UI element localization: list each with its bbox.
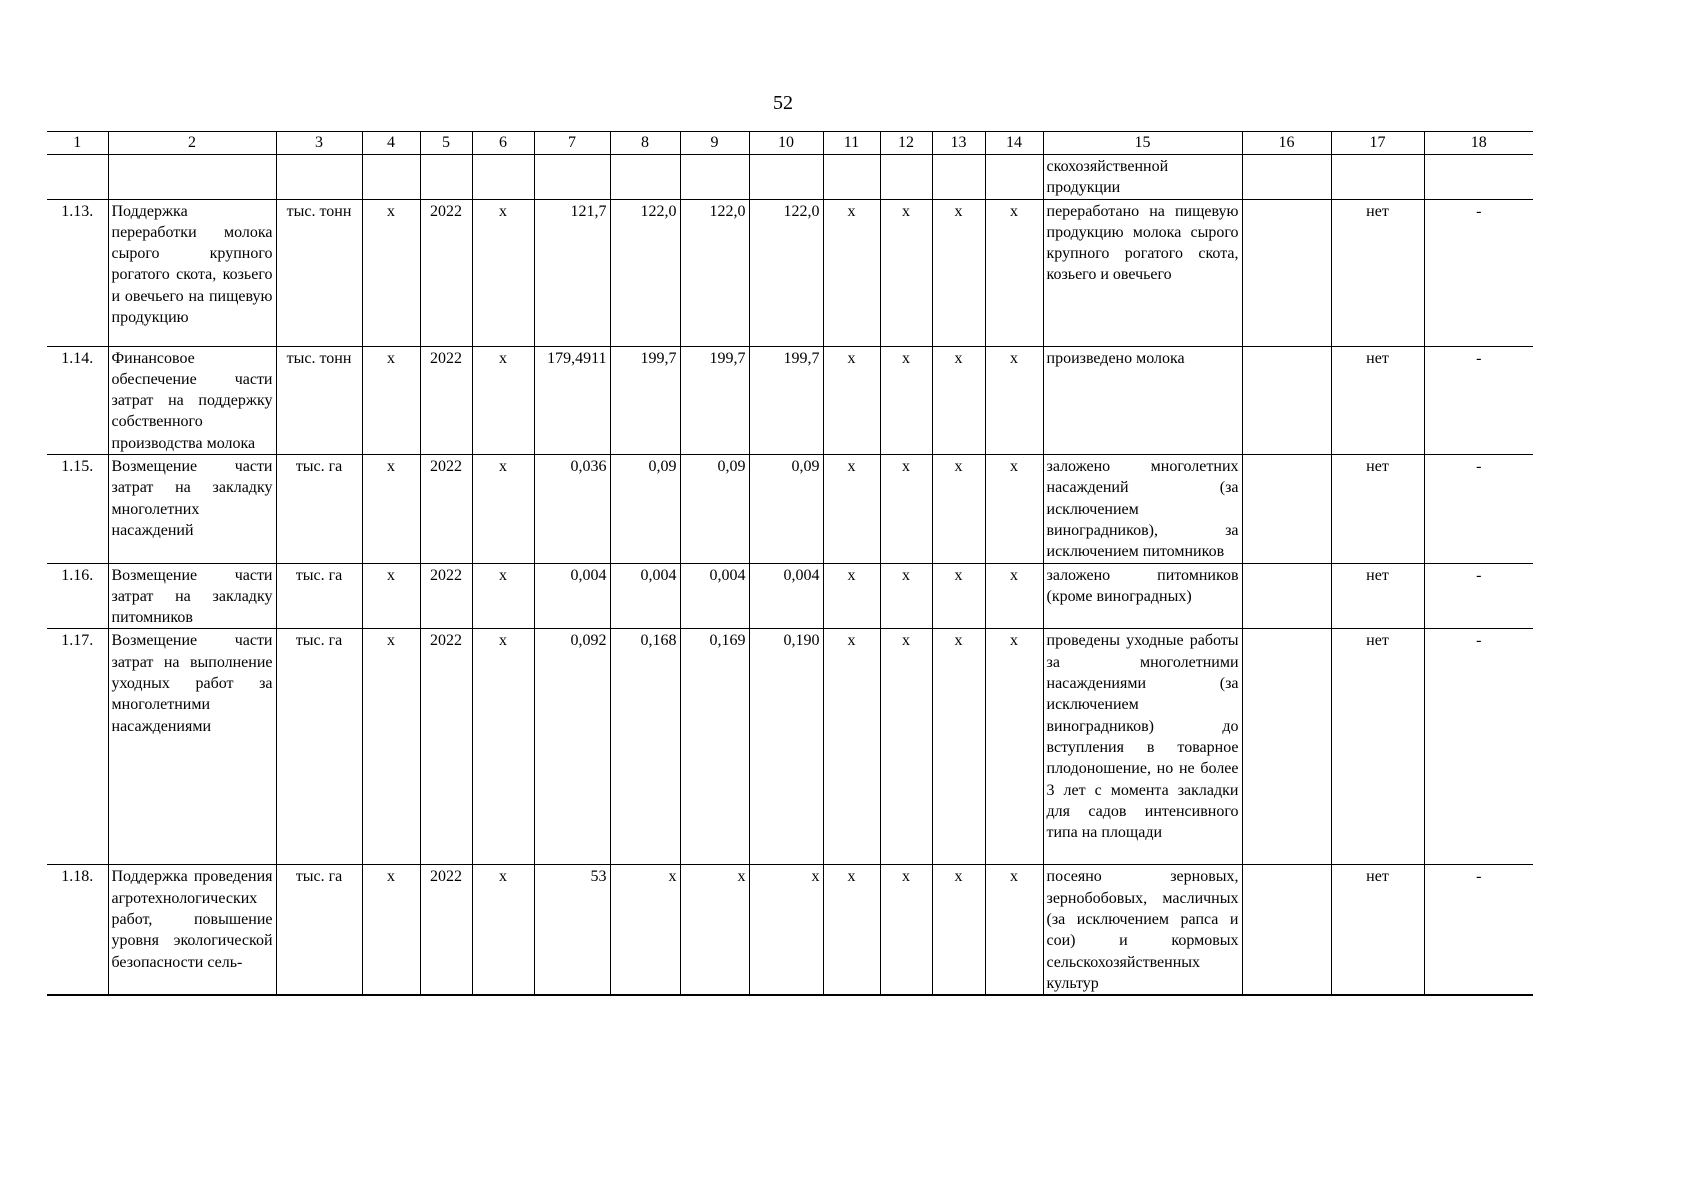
column-header-12: 12: [880, 132, 932, 155]
value-col10: 199,7: [749, 346, 823, 454]
cell-col13: х: [932, 563, 985, 629]
column-header-1: 1: [47, 132, 108, 155]
column-header-8: 8: [610, 132, 680, 155]
cell-col12: [880, 155, 932, 200]
cell-col14: х: [985, 865, 1043, 995]
value-col8: [610, 155, 680, 200]
year-cell: 2022: [420, 199, 472, 346]
cell-col6: х: [472, 199, 534, 346]
cell-col14: х: [985, 199, 1043, 346]
value-col8: 199,7: [610, 346, 680, 454]
cell-col18: -: [1424, 629, 1533, 865]
cell-col11: х: [823, 346, 880, 454]
row-number: 1.15.: [47, 455, 108, 563]
cell-col11: х: [823, 199, 880, 346]
value-col7: 0,092: [534, 629, 610, 865]
cell-col18: [1424, 155, 1533, 200]
result-description: заложено питомников (кроме виноградных): [1043, 563, 1242, 629]
cell-col6: х: [472, 865, 534, 995]
column-header-13: 13: [932, 132, 985, 155]
table-header: [47, 132, 1533, 155]
cell-col18: -: [1424, 865, 1533, 995]
cell-col14: х: [985, 346, 1043, 454]
result-description: скохозяйственной продукции: [1043, 155, 1242, 200]
value-col9: 122,0: [680, 199, 749, 346]
column-header-4: 4: [362, 132, 420, 155]
cell-col12: х: [880, 346, 932, 454]
value-col9: х: [680, 865, 749, 995]
cell-col4: х: [362, 346, 420, 454]
value-col9: 0,004: [680, 563, 749, 629]
value-col7: 0,004: [534, 563, 610, 629]
value-col9: 199,7: [680, 346, 749, 454]
result-description: заложено многолетних насаждений (за исключением виноградников), за исключением питомников: [1043, 455, 1242, 563]
cell-col13: х: [932, 629, 985, 865]
cell-col16: [1242, 199, 1331, 346]
value-col8: х: [610, 865, 680, 995]
cell-col14: х: [985, 563, 1043, 629]
indicator-name: Возмещение части затрат на закладку питомников: [108, 563, 276, 629]
cell-col12: х: [880, 865, 932, 995]
value-col8: 0,09: [610, 455, 680, 563]
value-col8: 122,0: [610, 199, 680, 346]
cell-col17: нет: [1331, 865, 1424, 995]
year-cell: [420, 155, 472, 200]
cell-col18: -: [1424, 346, 1533, 454]
cell-col14: х: [985, 629, 1043, 865]
unit-cell: тыс. тонн: [276, 199, 362, 346]
cell-col4: х: [362, 199, 420, 346]
column-header-14: 14: [985, 132, 1043, 155]
indicator-name: Поддержка переработки молока сырого крупного рогатого скота, козьего и овечьего на пищевую продукцию: [108, 199, 276, 346]
cell-col4: х: [362, 865, 420, 995]
cell-col13: х: [932, 346, 985, 454]
cell-col16: [1242, 155, 1331, 200]
year-cell: 2022: [420, 629, 472, 865]
column-header-2: 2: [108, 132, 276, 155]
column-header-6: 6: [472, 132, 534, 155]
value-col9: 0,09: [680, 455, 749, 563]
unit-cell: тыс. га: [276, 455, 362, 563]
cell-col4: х: [362, 629, 420, 865]
column-header-7: 7: [534, 132, 610, 155]
cell-col12: х: [880, 455, 932, 563]
year-cell: 2022: [420, 865, 472, 995]
row-number: [47, 155, 108, 200]
cell-col4: х: [362, 455, 420, 563]
cell-col6: х: [472, 455, 534, 563]
table-body: [47, 155, 1533, 996]
result-description: посеяно зерновых, зернобобовых, масличных (за исключением рапса и сои) и кормовых сельскохозяйственных культур: [1043, 865, 1242, 995]
cell-col11: х: [823, 455, 880, 563]
result-description: переработано на пищевую продукцию молока сырого крупного рогатого скота, козьего и овечьего: [1043, 199, 1242, 346]
table-row: [47, 199, 1533, 346]
unit-cell: тыс. га: [276, 629, 362, 865]
cell-col13: х: [932, 455, 985, 563]
value-col10: 0,09: [749, 455, 823, 563]
indicators-table: [47, 131, 1533, 996]
cell-col11: х: [823, 865, 880, 995]
table-row: [47, 346, 1533, 454]
year-cell: 2022: [420, 455, 472, 563]
table-row: [47, 563, 1533, 629]
cell-col17: [1331, 155, 1424, 200]
cell-col13: х: [932, 865, 985, 995]
cell-col11: [823, 155, 880, 200]
value-col10: 122,0: [749, 199, 823, 346]
row-number: 1.17.: [47, 629, 108, 865]
value-col7: 0,036: [534, 455, 610, 563]
cell-col16: [1242, 865, 1331, 995]
column-header-18: 18: [1424, 132, 1533, 155]
cell-col6: х: [472, 563, 534, 629]
cell-col16: [1242, 629, 1331, 865]
year-cell: 2022: [420, 563, 472, 629]
value-col9: [680, 155, 749, 200]
column-header-5: 5: [420, 132, 472, 155]
cell-col17: нет: [1331, 563, 1424, 629]
cell-col16: [1242, 346, 1331, 454]
cell-col18: -: [1424, 563, 1533, 629]
unit-cell: тыс. га: [276, 865, 362, 995]
cell-col16: [1242, 563, 1331, 629]
indicator-name: Возмещение части затрат на выполнение уходных работ за многолетними насаждениями: [108, 629, 276, 865]
row-number: 1.16.: [47, 563, 108, 629]
cell-col18: -: [1424, 455, 1533, 563]
cell-col17: нет: [1331, 629, 1424, 865]
value-col9: 0,169: [680, 629, 749, 865]
table-row: [47, 865, 1533, 995]
row-number: 1.13.: [47, 199, 108, 346]
indicator-name: Финансовое обеспечение части затрат на поддержку собственного производства молока: [108, 346, 276, 454]
cell-col6: [472, 155, 534, 200]
cell-col11: х: [823, 563, 880, 629]
cell-col14: [985, 155, 1043, 200]
table-row: [47, 455, 1533, 563]
column-header-10: 10: [749, 132, 823, 155]
value-col10: х: [749, 865, 823, 995]
value-col8: 0,168: [610, 629, 680, 865]
cell-col6: х: [472, 346, 534, 454]
row-number: 1.14.: [47, 346, 108, 454]
column-header-9: 9: [680, 132, 749, 155]
indicator-name: Возмещение части затрат на закладку многолетних насаждений: [108, 455, 276, 563]
year-cell: 2022: [420, 346, 472, 454]
cell-col12: х: [880, 563, 932, 629]
table-row: [47, 155, 1533, 200]
column-header-3: 3: [276, 132, 362, 155]
result-description: проведены уходные работы за многолетними насаждениями (за исключением виноградников) до вступления в товарное плодоношение, но не более 3 лет с момента закладки для садов интенсивного типа на площади: [1043, 629, 1242, 865]
column-header-17: 17: [1331, 132, 1424, 155]
cell-col18: -: [1424, 199, 1533, 346]
indicator-name: [108, 155, 276, 200]
unit-cell: тыс. тонн: [276, 346, 362, 454]
cell-col4: х: [362, 563, 420, 629]
value-col8: 0,004: [610, 563, 680, 629]
column-header-16: 16: [1242, 132, 1331, 155]
value-col10: 0,004: [749, 563, 823, 629]
value-col7: [534, 155, 610, 200]
cell-col11: х: [823, 629, 880, 865]
unit-cell: [276, 155, 362, 200]
value-col7: 53: [534, 865, 610, 995]
cell-col6: х: [472, 629, 534, 865]
row-number: 1.18.: [47, 865, 108, 995]
unit-cell: тыс. га: [276, 563, 362, 629]
column-header-15: 15: [1043, 132, 1242, 155]
value-col10: 0,190: [749, 629, 823, 865]
page-number: 52: [773, 92, 793, 114]
column-number-row: [47, 132, 1533, 155]
cell-col17: нет: [1331, 199, 1424, 346]
value-col7: 121,7: [534, 199, 610, 346]
indicator-name: Поддержка проведения агротехнологических работ, повышение уровня экологической безопасности сель-: [108, 865, 276, 995]
value-col10: [749, 155, 823, 200]
table-row: [47, 629, 1533, 865]
cell-col4: [362, 155, 420, 200]
cell-col17: нет: [1331, 346, 1424, 454]
column-header-11: 11: [823, 132, 880, 155]
cell-col14: х: [985, 455, 1043, 563]
cell-col13: х: [932, 199, 985, 346]
cell-col17: нет: [1331, 455, 1424, 563]
value-col7: 179,4911: [534, 346, 610, 454]
cell-col13: [932, 155, 985, 200]
cell-col16: [1242, 455, 1331, 563]
result-description: произведено молока: [1043, 346, 1242, 454]
cell-col12: х: [880, 199, 932, 346]
cell-col12: х: [880, 629, 932, 865]
